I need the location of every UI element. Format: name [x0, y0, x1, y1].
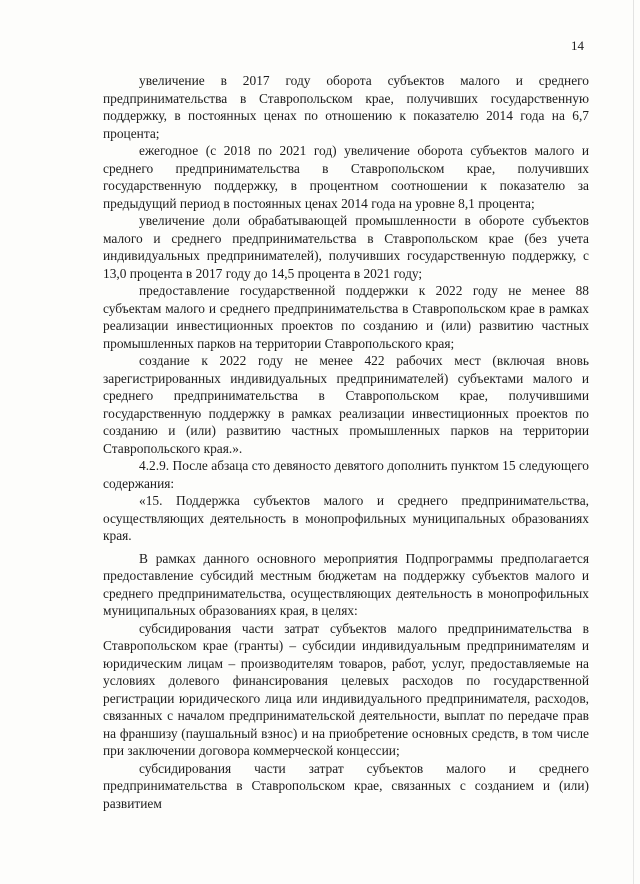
paragraph: увеличение доли обрабатывающей промышленности в обороте субъектов малого и среднего предпринимательства в Ставропольском крае (без учета индивидуальных предпринимателей), получивших государственную поддержку, с 13,0 процента в 2017 году до 14,5 процента в 2021 году;	[103, 213, 589, 281]
paragraph: увеличение в 2017 году оборота субъектов малого и среднего предпринимательства в Ставропольском крае, получивших государственную поддержку, в постоянных ценах по отношению к показателю 2014 года на 6,7 процента;	[103, 73, 589, 141]
scan-edge	[633, 0, 634, 884]
paragraph: создание к 2022 году не менее 422 рабочих мест (включая вновь зарегистрированных индивидуальных предпринимателей) субъектами малого и среднего предпринимательства в Ставропольском крае, получившими государственную поддержку в рамках реализации инвестиционных проектов по созданию и (или) развитию частных промышленных парков на территории Ставропольского края.».	[103, 353, 589, 456]
paragraph: субсидирования части затрат субъектов малого предпринимательства в Ставропольском крае (гранты) – субсидии индивидуальным предпринимателям и юридическим лицам – производителям товаров, работ, услуг, предоставляемые на условиях долевого финансирования целевых расходов по государственной регистрации юридического лица или индивидуального предпринимателя, расходов, связанных с началом предпринимательской деятельности, выплат по передаче прав на франшизу (паушальный взнос) и на приобретение основных средств, в том числе при заключении договора коммерческой концессии;	[103, 620, 589, 758]
document-body	[103, 72, 589, 812]
paragraph: В рамках данного основного мероприятия Подпрограммы предполагается предоставление субсидий местным бюджетам на поддержку субъектов малого и среднего предпринимательства, осуществляющих деятельность в монопрофильных муниципальных образованиях края, в целях:	[103, 550, 589, 618]
paragraph: субсидирования части затрат субъектов малого и среднего предпринимательства в Ставропольском крае, связанных с созданием и (или) развитием	[103, 760, 589, 811]
paragraph: «15. Поддержка субъектов малого и среднего предпринимательства, осуществляющих деятельность в монопрофильных муниципальных образованиях края.	[103, 493, 589, 543]
paragraph: предоставление государственной поддержки к 2022 году не менее 88 субъектам малого и среднего предпринимательства в Ставропольском крае в рамках реализации инвестиционных проектов по созданию и (или) развитию частных промышленных парков на территории Ставропольского края;	[103, 283, 589, 351]
paragraph: 4.2.9. После абзаца сто девяносто девятого дополнить пунктом 15 следующего содержания:	[103, 458, 589, 491]
paragraph: ежегодное (с 2018 по 2021 год) увеличение оборота субъектов малого и среднего предпринимательства в Ставропольском крае, получивших государственную поддержку, в процентном соотношении к показателю за предыдущий период в постоянных ценах 2014 года на уровне 8,1 процента;	[103, 143, 589, 211]
page-number: 14	[571, 38, 584, 53]
